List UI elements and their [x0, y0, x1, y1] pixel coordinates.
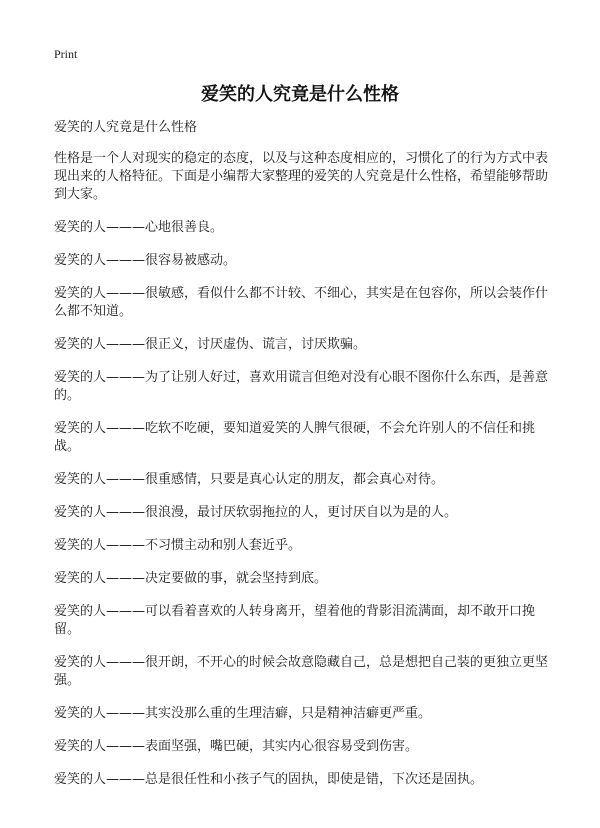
article-body: [54, 119, 554, 804]
list-item: 爱笑的人———很正义，讨厌虚伪、谎言，讨厌欺骗。: [54, 337, 367, 352]
page-title: 爱笑的人究竟是什么性格: [201, 84, 399, 105]
list-item: 爱笑的人———为了让别人好过，喜欢用谎言但绝对没有心眼不图你什么东西，是善意的。: [54, 370, 549, 403]
list-item: 爱笑的人———可以看着喜欢的人转身离开，望着他的背影泪流满面，却不敢开口挽留。: [54, 604, 536, 637]
list-item: 爱笑的人———很开朗，不开心的时候会故意隐藏自己，总是想把自己装的更独立更坚强。: [54, 655, 549, 688]
intro-paragraph: 性格是一个人对现实的稳定的态度，以及与这种态度相应的，习惯化了的行为方式中表现出来的人格特征。下面是小编帮大家整理的爱笑的人究竟是什么性格，希望能够帮助到大家。: [54, 151, 549, 202]
list-item: 爱笑的人———其实没那么重的生理洁癖，只是精神洁癖更严重。: [54, 706, 432, 721]
article-subtitle: 爱笑的人究竟是什么性格: [54, 120, 198, 135]
list-item: 爱笑的人———总是很任性和小孩子气的固执，即使是错，下次还是固执。: [54, 772, 484, 787]
list-item: 爱笑的人———很浪漫，最讨厌软弱拖拉的人，更讨厌自以为是的人。: [54, 505, 458, 520]
print-label[interactable]: Print: [54, 47, 78, 61]
list-item: 爱笑的人———不习惯主动和别人套近乎。: [54, 538, 302, 553]
list-item: 爱笑的人———吃软不吃硬，要知道爱笑的人脾气很硬，不会允许别人的不信任和挑战。: [54, 421, 536, 454]
list-item: 爱笑的人———很重感情，只要是真心认定的朋友，都会真心对待。: [54, 472, 445, 487]
list-item: 爱笑的人———很敏感，看似什么都不计较、不细心，其实是在包容你，所以会装作什么都不知道。: [54, 286, 549, 319]
list-item: 爱笑的人———决定要做的事，就会坚持到底。: [54, 571, 328, 586]
list-item: 爱笑的人———很容易被感动。: [54, 253, 237, 268]
list-item: 爱笑的人———表面坚强，嘴巴硬，其实内心很容易受到伤害。: [54, 739, 419, 754]
list-item: 爱笑的人———心地很善良。: [54, 220, 224, 235]
